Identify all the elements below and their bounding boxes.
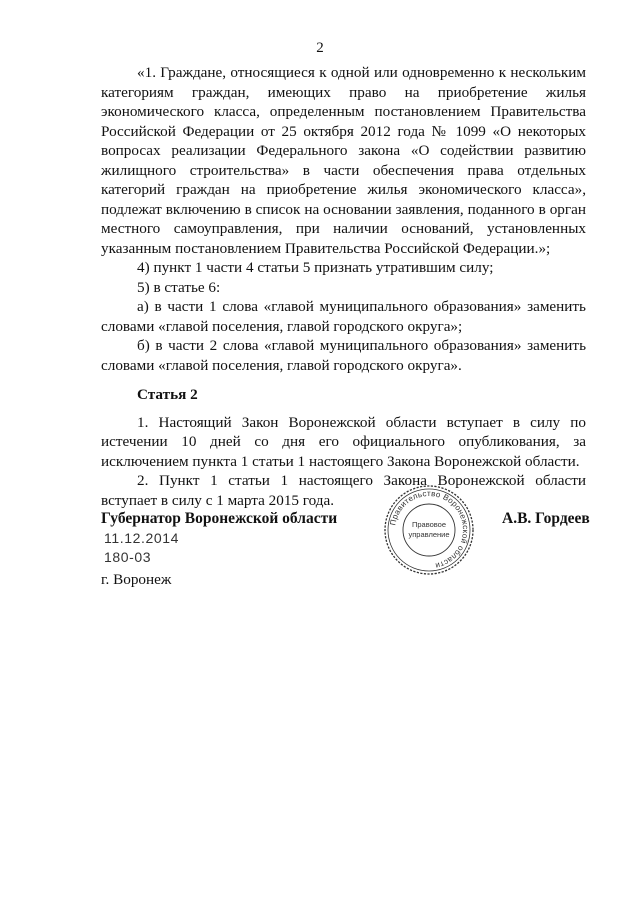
article-2-paragraph-2: 2. Пункт 1 статьи 1 настоящего Закона Воронежской области вступает в силу с 1 марта 2015 года. (101, 472, 586, 509)
document-body (101, 63, 586, 510)
signing-city: г. Воронеж (101, 571, 172, 588)
law-number: 180-03 (104, 549, 152, 565)
official-seal-icon (383, 484, 475, 576)
paragraph-subitem-b: б) в части 2 слова «главой муниципального образования» заменить словами «главой поселения, главой городского округа». (101, 337, 586, 374)
seal-ring-text: Правительство Воронежской области (388, 488, 471, 571)
article-2-heading: Статья 2 (137, 386, 198, 403)
signatory-name: А.В. Гордеев (502, 510, 590, 527)
seal-center-line-1: Правовое (411, 520, 447, 529)
article-2-paragraph-1: 1. Настоящий Закон Воронежской области вступает в силу по истечении 10 дней со дня его официального опубликования, за исключением пункта 1 статьи 1 настоящего Закона Воронежской области. (101, 413, 586, 470)
paragraph-quoted-amendment: «1. Граждане, относящиеся к одной или одновременно к нескольким категориям граждан, имеющих право на приобретение жилья экономического класса, определенным постановлением Правительства Российской Федерации от 25 октября 2012 года № 1099 «О некоторых вопросах реализации Федерального закона «О содействии развитию жилищного строительства» в части обеспечения права отдельных категорий граждан на приобретение жилья экономического класса», подлежат включению в список на основании заявления, поданного в орган местного самоуправления, при наличии оснований, установленных указанным постановлением Правительства Российской Федерации.»; (101, 64, 586, 257)
seal-center-line-2: управление (408, 530, 450, 539)
page-number: 2 (316, 40, 324, 56)
signing-date: 11.12.2014 (104, 530, 180, 546)
signatory-position: Губернатор Воронежской области (101, 510, 338, 527)
paragraph-item-5: 5) в статье 6: (137, 278, 221, 296)
paragraph-subitem-a: а) в части 1 слова «главой муниципального образования» заменить словами «главой поселения, главой городского округа»; (101, 298, 586, 335)
paragraph-item-4: 4) пункт 1 части 4 статьи 5 признать утратившим силу; (137, 259, 494, 276)
